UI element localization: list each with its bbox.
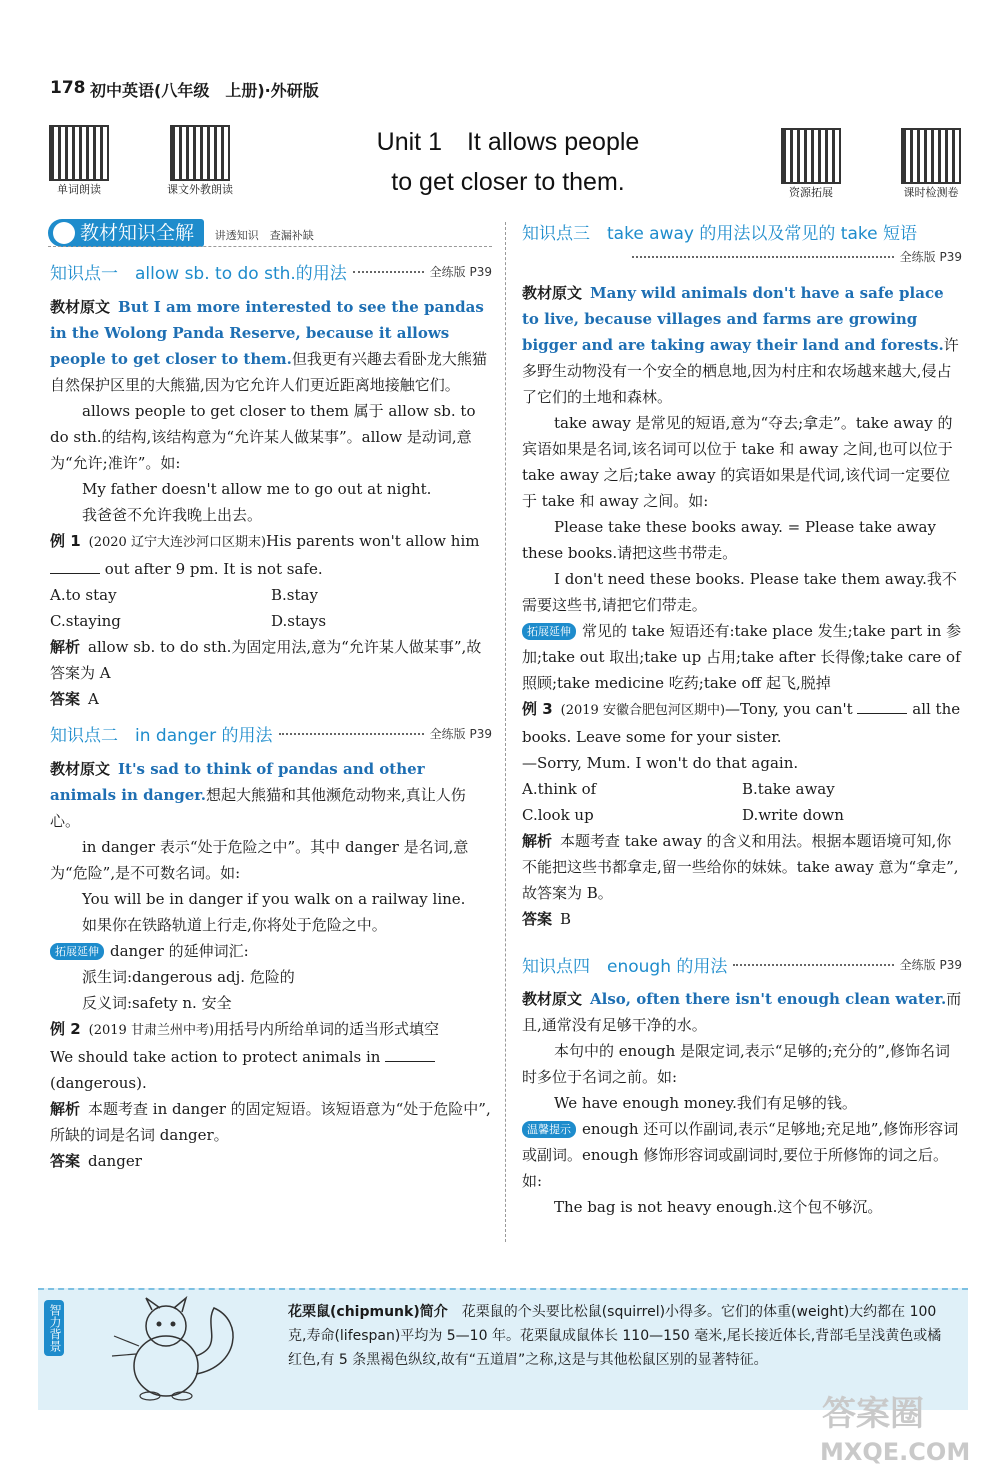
- kp2-exercise: [50, 1016, 492, 1044]
- option-a[interactable]: A.think of: [522, 780, 597, 798]
- answer-blank[interactable]: [385, 1047, 435, 1062]
- kp3-extension: [522, 618, 962, 696]
- section-banner: [48, 219, 314, 247]
- unit-title-line1: Unit 1 It allows people: [376, 128, 640, 156]
- kp2-source: 全练版 P39: [429, 727, 492, 741]
- qr-label: 资源拓展: [789, 186, 833, 199]
- kp2-example-en: You will be in danger if you walk on a railway line.: [82, 890, 466, 908]
- kp3-source: 全练版 P39: [899, 250, 962, 264]
- kp1-original: [50, 294, 492, 398]
- orig-label: 教材原文: [522, 990, 583, 1008]
- kp2-ext-line1: 派生词:dangerous adj. 危险的: [82, 968, 295, 986]
- kp4-tip-example: The bag is not heavy enough.这个包不够沉。: [554, 1198, 883, 1216]
- ex-question-2: We should take action to protect animals in: [50, 1048, 381, 1066]
- book-title: 初中英语(八年级 上册)·外研版: [90, 81, 319, 100]
- kp2-answer: [50, 1148, 492, 1174]
- kp2-original: [50, 756, 492, 834]
- kp3-analysis: [522, 828, 962, 906]
- qr-block-1[interactable]: [34, 125, 124, 197]
- analysis-text: allow sb. to do sth.为固定用法,意为“允许某人做某事”,故答案为 A: [50, 638, 482, 682]
- dotted-leader: [279, 733, 424, 735]
- section-title-text: 教材知识全解: [80, 222, 195, 244]
- option-d[interactable]: D.write down: [742, 806, 844, 824]
- qr-code-icon[interactable]: [49, 125, 109, 181]
- tip-text: enough 还可以作副词,表示“足够地;充足地”,修饰形容词或副词。enough 修饰形容词或副词时,要位于所修饰的词之后。如:: [522, 1120, 959, 1190]
- kp3-body: [522, 280, 962, 932]
- tip-badge: 温馨提示: [522, 1121, 576, 1138]
- kp1-body: [50, 294, 492, 712]
- analysis-label: 解析: [50, 638, 81, 656]
- dotted-leader: [353, 271, 424, 273]
- orig-cn: 许多野生动物没有一个安全的栖息地,因为村庄和农场越来越大,侵占了它们的土地和森林。: [522, 336, 959, 406]
- analysis-label: 解析: [522, 832, 553, 850]
- orig-en: It's sad to think of pandas and other animals in danger.: [50, 760, 425, 804]
- kp3-example-2: I don't need these books. Please take them away.我不需要这些书,请把它们带走。: [522, 570, 957, 614]
- kp1-example-en: My father doesn't allow me to go out at night.: [82, 480, 432, 498]
- answer-text: danger: [88, 1152, 142, 1170]
- orig-en: Also, often there isn't enough clean water.: [590, 990, 947, 1008]
- kp3-exercise: [522, 696, 962, 750]
- kp4-heading: [522, 952, 962, 977]
- orig-cn: 但我更有兴趣去看卧龙大熊猫自然保护区里的大熊猫,因为它允许人们更近距离地接触它们。: [50, 350, 487, 394]
- answer-label: 答案: [50, 690, 81, 708]
- ex-source: (2019 甘肃兰州中考): [88, 1023, 215, 1038]
- option-b[interactable]: B.stay: [271, 586, 318, 604]
- option-d[interactable]: D.stays: [271, 612, 327, 630]
- ex-label: 例 1: [50, 532, 81, 550]
- ex-question-1: His parents won't allow: [266, 532, 446, 550]
- qr-code-icon[interactable]: [781, 128, 841, 184]
- ex-question-3: (dangerous).: [50, 1074, 147, 1092]
- analysis-text: 本题考查 in danger 的固定短语。该短语意为“处于危险中”,所缺的词是名词 danger。: [50, 1100, 491, 1144]
- kp3-answer: [522, 906, 962, 932]
- kp2-title: 知识点二 in danger 的用法: [50, 726, 273, 746]
- dotted-leader: [733, 964, 893, 966]
- orig-label: 教材原文: [522, 284, 583, 302]
- ex-source: (2019 安徽合肥包河区期中): [560, 703, 726, 718]
- kp1-explain: allows people to get closer to them 属于 allow sb. to do sth.的结构,该结构意为“允许某人做某事”。allow 是动词,意为“允许;准许”。如:: [50, 402, 476, 472]
- option-c[interactable]: C.staying: [50, 612, 121, 630]
- ex-question-1: —Tony, you can't: [725, 700, 853, 718]
- qr-code-icon[interactable]: [901, 128, 961, 184]
- orig-label: 教材原文: [50, 760, 111, 778]
- column-divider: [505, 222, 506, 1242]
- answer-blank[interactable]: [857, 699, 907, 714]
- dotted-leader: [632, 256, 894, 258]
- orig-cn: 想起大熊猫和其他濒危动物来,真让人伤心。: [50, 786, 466, 830]
- unit-title-line2: to get closer to them.: [391, 168, 625, 196]
- analysis-text: 本题考查 take away 的含义和用法。根据本题语境可知,你不能把这些书都拿走,留一些给你的妹妹。take away 意为“拿走”,故答案为 B。: [522, 832, 959, 902]
- page-number: 178: [50, 78, 86, 98]
- kp1-source: 全练版 P39: [429, 265, 492, 279]
- extension-badge: 拓展延伸: [50, 943, 104, 960]
- section-title: [48, 219, 204, 247]
- kp4-body: [522, 986, 962, 1220]
- ex-question-pre: him: [450, 532, 480, 550]
- chipmunk-icon: [74, 1296, 274, 1406]
- qr-label: 课文外教朗读: [167, 183, 233, 196]
- kp2-ext-line2: 反义词:safety n. 安全: [82, 994, 232, 1012]
- answer-label: 答案: [50, 1152, 81, 1170]
- kp4-title: 知识点四 enough 的用法: [522, 957, 728, 977]
- kp1-title: 知识点一 allow sb. to do sth.的用法: [50, 264, 347, 284]
- extension-badge: 拓展延伸: [522, 623, 576, 640]
- kp2-extension: [50, 938, 492, 964]
- extension-text: 常见的 take 短语还有:take place 发生;take part in 参加;take out 取出;take up 占用;take after 长得像;take care of 照顾;take medicine 吃药;take off 起飞,脱掉: [522, 622, 962, 692]
- kp2-exercise-question: [50, 1044, 492, 1096]
- kp3-explain: take away 是常见的短语,意为“夺去;拿走”。take away 的宾语如果是名词,该名词可以位于 take 和 away 之间,也可以位于 take away 之后;take away 的宾语如果是代词,该代词一定要位于 take 和 away 之间。如:: [522, 414, 953, 510]
- kp3-options: [522, 776, 962, 828]
- answer-blank[interactable]: [50, 559, 100, 574]
- kp3-example-1: Please take these books away. = Please take away these books.请把这些书带走。: [522, 518, 936, 562]
- orig-en: But I am more interested to see the pandas in the Wolong Panda Reserve, because it allows people to get closer to them.: [50, 298, 484, 368]
- kp1-heading: [50, 259, 492, 284]
- kp1-exercise: [50, 528, 492, 582]
- kp3-exercise-reply: —Sorry, Mum. I won't do that again.: [522, 754, 799, 772]
- ex-question-1: 用括号内所给单词的适当形式填空: [214, 1020, 440, 1038]
- option-a[interactable]: A.to stay: [50, 586, 117, 604]
- answer-label: 答案: [522, 910, 553, 928]
- kp2-example-cn: 如果你在铁路轨道上行走,你将处于危险之中。: [82, 916, 387, 934]
- ex-source: (2020 辽宁大连沙河口区期末): [88, 535, 267, 550]
- extension-text: danger 的延伸词汇:: [110, 942, 249, 960]
- ex-label: 例 2: [50, 1020, 81, 1038]
- kp4-tip: [522, 1116, 962, 1194]
- kp2-body: [50, 756, 492, 1174]
- ex-label: 例 3: [522, 700, 553, 718]
- kp4-source: 全练版 P39: [899, 958, 962, 972]
- section-subtitle: 讲透知识 查漏补缺: [214, 229, 314, 242]
- option-c[interactable]: C.look up: [522, 806, 594, 824]
- watermark-line1: 答案圈: [822, 1394, 924, 1434]
- kp2-heading: [50, 721, 492, 746]
- qr-label: 单词朗读: [57, 183, 101, 196]
- unit-title: [338, 122, 678, 202]
- section-underline: [48, 246, 492, 247]
- answer-text: A: [88, 690, 99, 708]
- qr-block-2[interactable]: [155, 125, 245, 197]
- ex-question-2: out after 9 pm. It is not safe.: [104, 560, 323, 578]
- footer-text-block: [288, 1300, 948, 1372]
- kp4-explain: 本句中的 enough 是限定词,表示“足够的;充分的”,修饰名词时多位于名词之前。如:: [522, 1042, 950, 1086]
- kp1-answer: [50, 686, 492, 712]
- orig-label: 教材原文: [50, 298, 111, 316]
- qr-label: 课时检测卷: [903, 186, 959, 199]
- qr-code-icon[interactable]: [170, 125, 230, 181]
- qr-block-4[interactable]: [886, 128, 976, 200]
- kp2-explain: in danger 表示“处于危险之中”。其中 danger 是名词,意为“危险”,是不可数名词。如:: [50, 838, 469, 882]
- ex-question-2: all the books. Leave some for your sister.: [522, 700, 961, 746]
- footer-tag: 智力背景: [44, 1300, 64, 1356]
- kp1-example-cn: 我爸爸不允许我晚上出去。: [82, 506, 263, 524]
- analysis-label: 解析: [50, 1100, 81, 1118]
- kp3-title: 知识点三 take away 的用法以及常见的 take 短语: [522, 224, 917, 244]
- qr-block-3[interactable]: [766, 128, 856, 200]
- kp3-heading: [522, 219, 962, 265]
- option-b[interactable]: B.take away: [742, 780, 835, 798]
- kp2-analysis: [50, 1096, 492, 1148]
- kp4-example: We have enough money.我们有足够的钱。: [554, 1094, 857, 1112]
- kp1-options: [50, 582, 492, 634]
- speaker-icon: [53, 222, 75, 244]
- answer-text: B: [560, 910, 572, 928]
- watermark-line2: MXQE.COM: [820, 1438, 971, 1466]
- kp1-analysis: [50, 634, 492, 686]
- orig-en: Many wild animals don't have a safe place to live, because villages and farms are growing bigger and are taking away their land and forests.: [522, 284, 944, 354]
- kp4-original: [522, 986, 962, 1038]
- footer-body: 花栗鼠的个头要比松鼠(squirrel)小得多。它们的体重(weight)大约都在 100 克,寿命(lifespan)平均为 5—10 年。花栗鼠成鼠体长 110—150 毫米,尾长接近体长,背部毛呈浅黄色或橘红色,有 5 条黑褐色纵纹,故有“五道眉”之称,这是与其他松鼠区别的显著特征。: [288, 1304, 942, 1368]
- footer-title: 花栗鼠(chipmunk)简介: [288, 1304, 448, 1320]
- kp3-original: [522, 280, 962, 410]
- orig-cn: 而且,通常没有足够干净的水。: [522, 990, 962, 1034]
